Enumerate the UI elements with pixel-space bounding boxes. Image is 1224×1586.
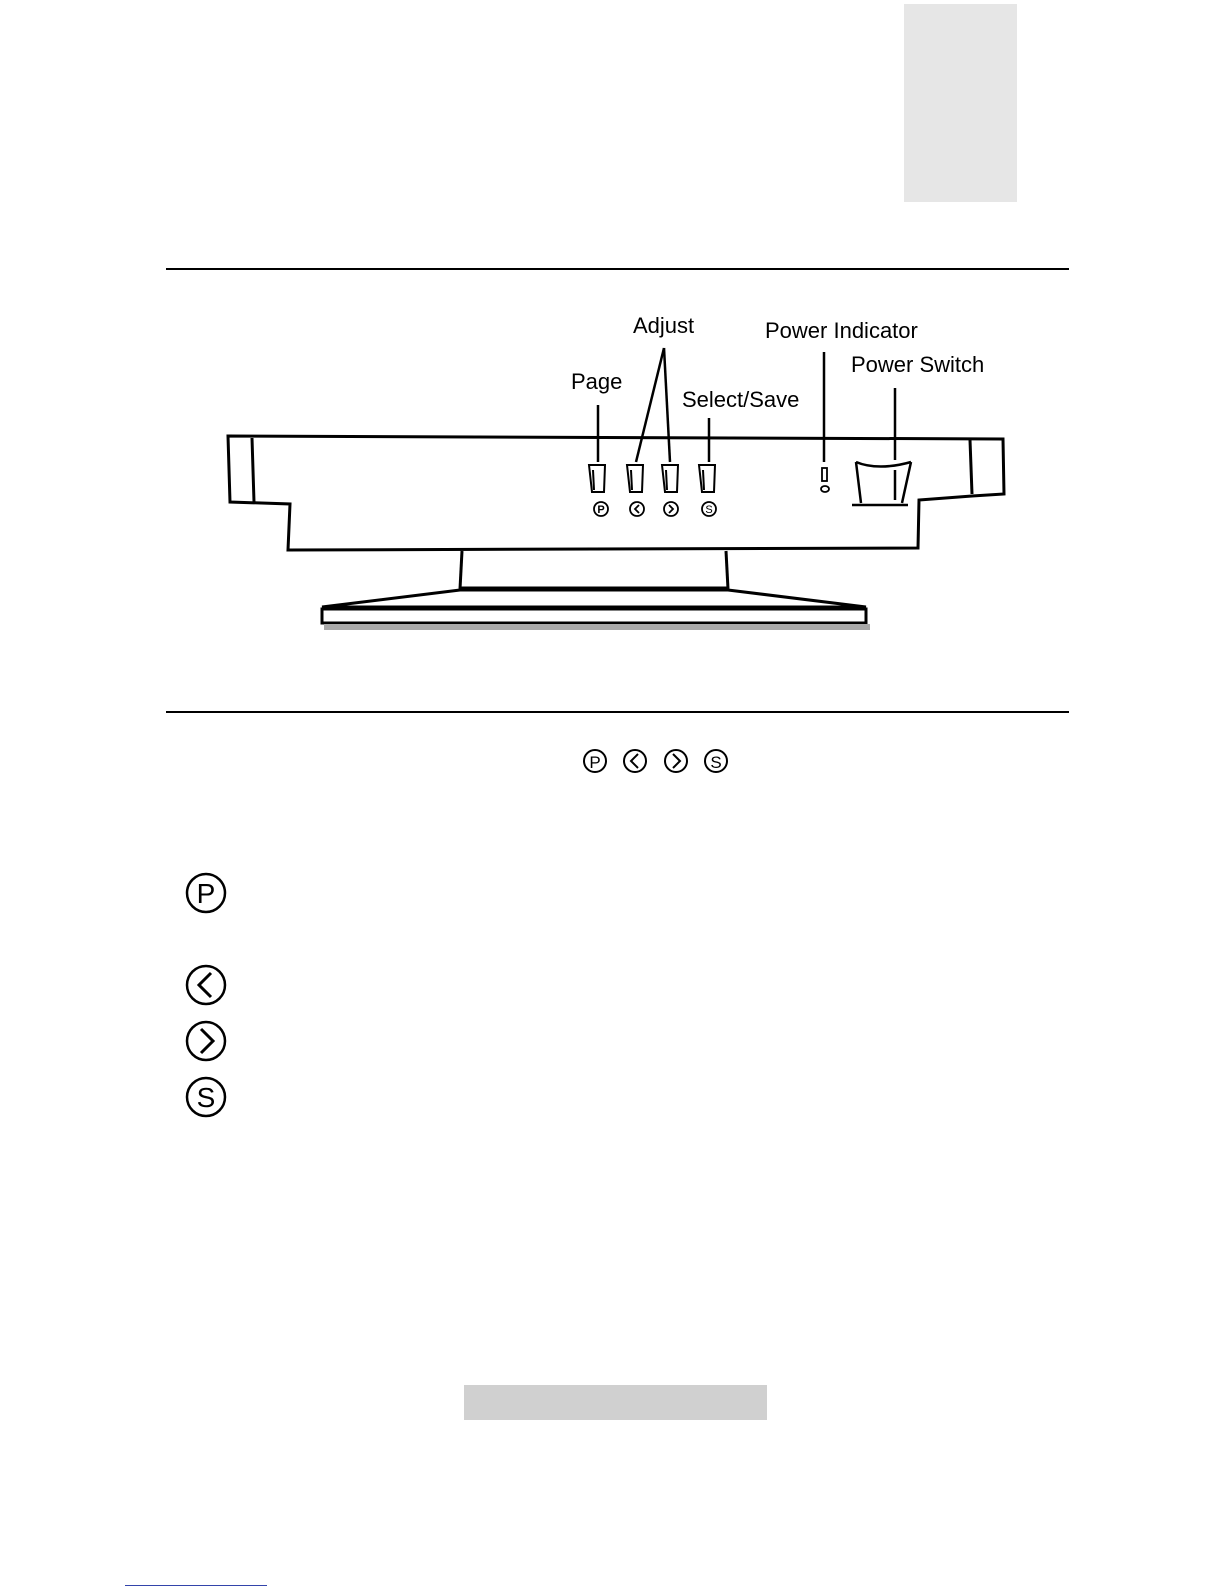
page-button [589,465,605,492]
power-indicator-led [821,468,829,492]
monitor-front-panel-diagram [0,290,1224,650]
left-arrow-icon [624,750,646,772]
control-icon-row [580,748,740,776]
stand-neck [460,551,728,589]
legend-page-icon [184,870,230,916]
svg-text:S: S [710,753,722,772]
adjust-left-button [627,465,643,492]
section-rule-top [166,268,1069,270]
power-switch-label: Power Switch [851,352,985,377]
select-save-label: Select/Save [682,387,800,412]
svg-text:S: S [196,1082,216,1113]
chapter-tab-block [904,4,1017,202]
select-save-button [699,465,715,492]
adjust-right-button [662,465,678,492]
adjust-left-glyph [630,502,644,516]
svg-text:P: P [196,878,216,909]
select-save-glyph [702,502,716,516]
power-switch [852,462,911,505]
legend-select-icon [184,1074,230,1120]
select-icon [705,750,727,772]
svg-text:P: P [597,504,605,516]
svg-text:S: S [705,504,713,516]
panel-buttons [589,465,715,492]
svg-text:P: P [589,753,601,772]
footer-page-block [464,1385,767,1420]
page-icon [584,750,606,772]
adjust-right-glyph [664,502,678,516]
legend-left-arrow-icon [184,962,230,1008]
power-indicator-label: Power Indicator [765,318,918,343]
right-arrow-icon [665,750,687,772]
adjust-label: Adjust [633,313,695,338]
page-label: Page [571,369,623,394]
section-rule-bottom [166,711,1069,713]
monitor-bezel [228,436,1004,550]
legend-right-arrow-icon [184,1018,230,1064]
page-button-glyph [594,502,608,516]
stand-base [322,590,870,630]
